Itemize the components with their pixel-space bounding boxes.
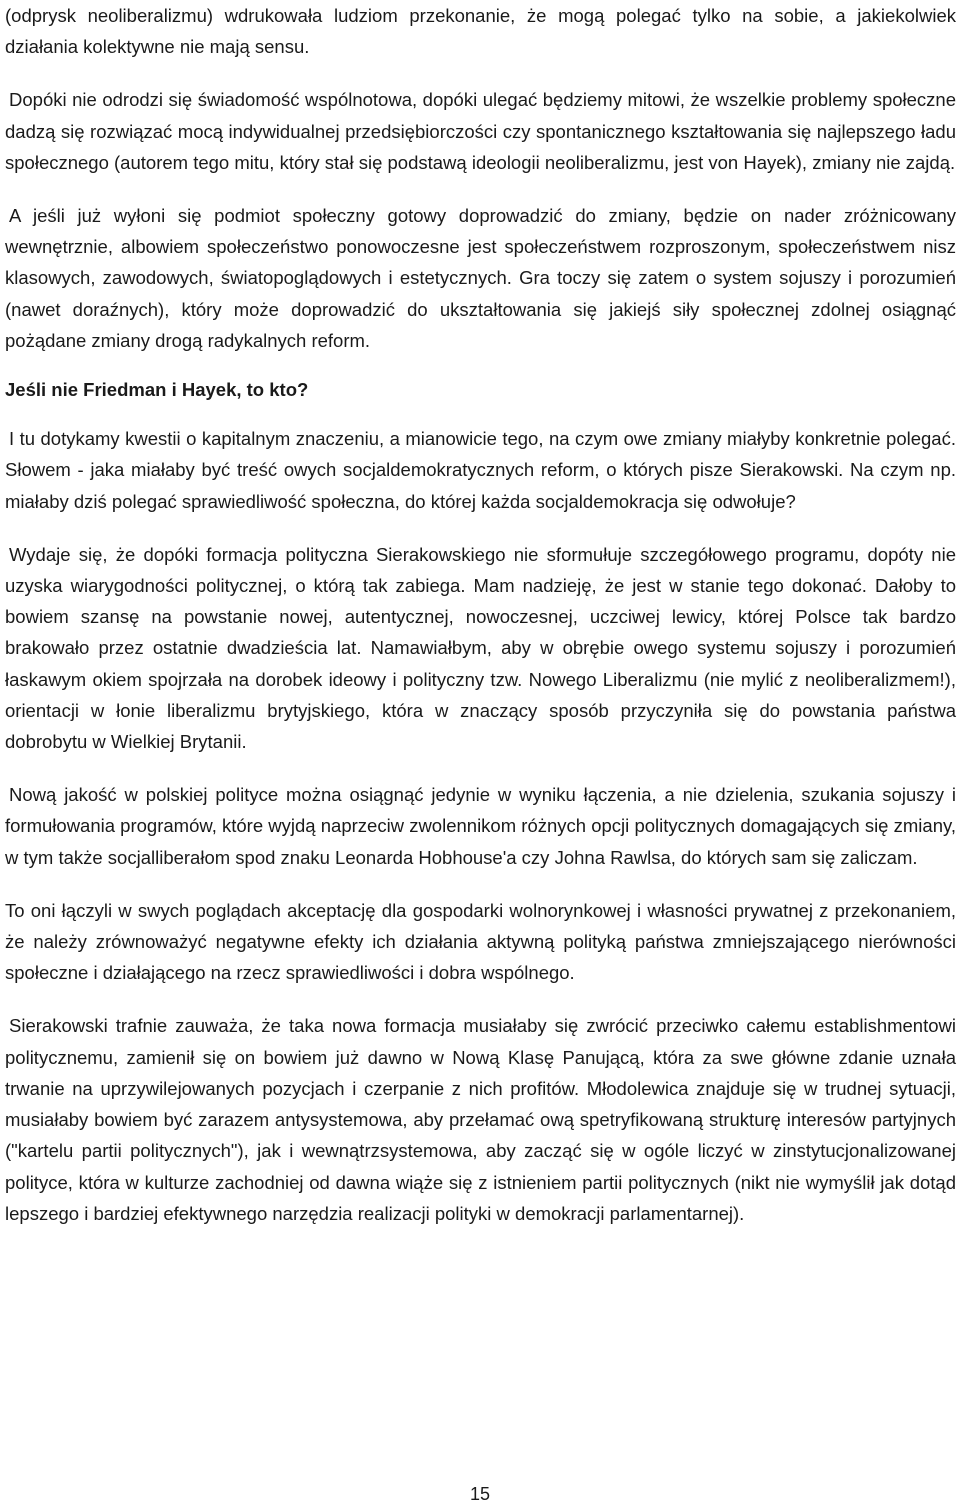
- section-heading: Jeśli nie Friedman i Hayek, to kto?: [5, 379, 309, 401]
- paragraph-community-awareness: Dopóki nie odrodzi się świadomość wspólnotowa, dopóki ulegać będziemy mitowi, że wszelkie problemy społeczne dadzą się rozwiązać mocą indywidualnej przedsiębiorczości czy spontanicznego kształtowania się najlepszego ładu społecznego (autorem tego mitu, który stał się podstawą ideologii neoliberalizmu, jest von Hayek), zmiany nie zajdą.: [5, 89, 956, 173]
- page-number: 15: [469, 1484, 491, 1504]
- paragraph-new-quality: Nową jakość w polskiej polityce można osiągnąć jedynie w wyniku łączenia, a nie dzielenia, szukania sojuszy i formułowania programów, które wyjdą naprzeciw zwolennikom różnych opcji politycznych domagających się zmiany, w tym także socjalliberałom spod znaku Leonarda Hobhouse'a czy Johna Rawlsa, do których sam się zaliczam.: [5, 784, 956, 868]
- paragraph-key-question: I tu dotykamy kwestii o kapitalnym znaczeniu, a mianowicie tego, na czym owe zmiany miałyby konkretnie polegać. Słowem - jaka miałaby być treść owych socjaldemokratycznych reform, o których pisze Sierakowski. Na czym np. miałaby dziś polegać sprawiedliwość społeczna, do której każda socjaldemokracja się odwołuje?: [5, 428, 956, 512]
- paragraph-social-liberals: To oni łączyli w swych poglądach akceptację dla gospodarki wolnorynkowej i własności prywatnej z przekonaniem, że należy zrównoważyć negatywne efekty ich działania aktywną polityką państwa zmniejszającego nierówności społeczne i działającego na rzecz sprawiedliwości i dobra wspólnego.: [5, 899, 956, 984]
- paragraph-continuation: (odprysk neoliberalizmu) wdrukowała ludziom przekonanie, że mogą polegać tylko na sobie, a jakiekolwiek działania kolektywne nie mają sensu.: [5, 5, 956, 58]
- paragraph-political-program: Wydaje się, że dopóki formacja polityczna Sierakowskiego nie sformułuje szczegółowego programu, dopóty nie uzyska wiarygodności politycznej, o którą tak zabiega. Mam nadzieję, że jest w stanie tego dokonać. Dałoby to bowiem szansę na powstanie nowej, autentycznej, nowoczesnej, uczciwej lewicy, której Polsce tak bardzo brakowało przez ostatnie dwadzieścia lat. Namawiałbym, aby w obrębie owego systemu sojuszy i porozumień łaskawym okiem spojrzała na dorobek ideowy i polityczny tzw. Nowego Liberalizmu (nie mylić z neoliberalizmem!), orientacji w łonie liberalizmu brytyjskiego, która w znaczący sposób przyczyniła się do powstania państwa dobrobytu w Wielkiej Brytanii.: [5, 543, 956, 753]
- paragraph-establishment: Sierakowski trafnie zauważa, że taka nowa formacja musiałaby się zwrócić przeciwko całemu establishmentowi politycznemu, zamienił się on bowiem już dawno w Nową Klasę Panującą, która za swe główne zdanie uznała trwanie na uprzywilejowanych pozycjach i czerpanie z nich profitów. Młodolewica znajduje się w trudnej sytuacji, musiałaby bowiem być zarazem antysystemowa, aby przełamać ową spetryfikowaną strukturę interesów partyjnych ("kartelu partii politycznych"), jak i wewnątrzsystemowa, aby zacząć się w ogóle liczyć w zinstytucjonalizowanej polityce, która w kulturze zachodniej od dawna wiąże się z istnieniem partii politycznych (nikt nie wymyślił jak dotąd lepszego i bardziej efektywnego narzędzia realizacji polityki w demokracji parlamentarnej).: [5, 1015, 956, 1224]
- paragraph-social-subject: A jeśli już wyłoni się podmiot społeczny gotowy doprowadzić do zmiany, będzie on nader zróżnicowany wewnętrznie, albowiem społeczeństwo ponowoczesne jest społeczeństwem rozproszonym, społeczeństwem nisz klasowych, zawodowych, światopoglądowych i estetycznych. Gra toczy się zatem o system sojuszy i porozumień (nawet doraźnych), który może doprowadzić do ukształtowania się jakiejś siły społecznej zdolnej osiągnąć pożądane zmiany drogą radykalnych reform.: [5, 205, 956, 351]
- document-page: [5, 0, 956, 1229]
